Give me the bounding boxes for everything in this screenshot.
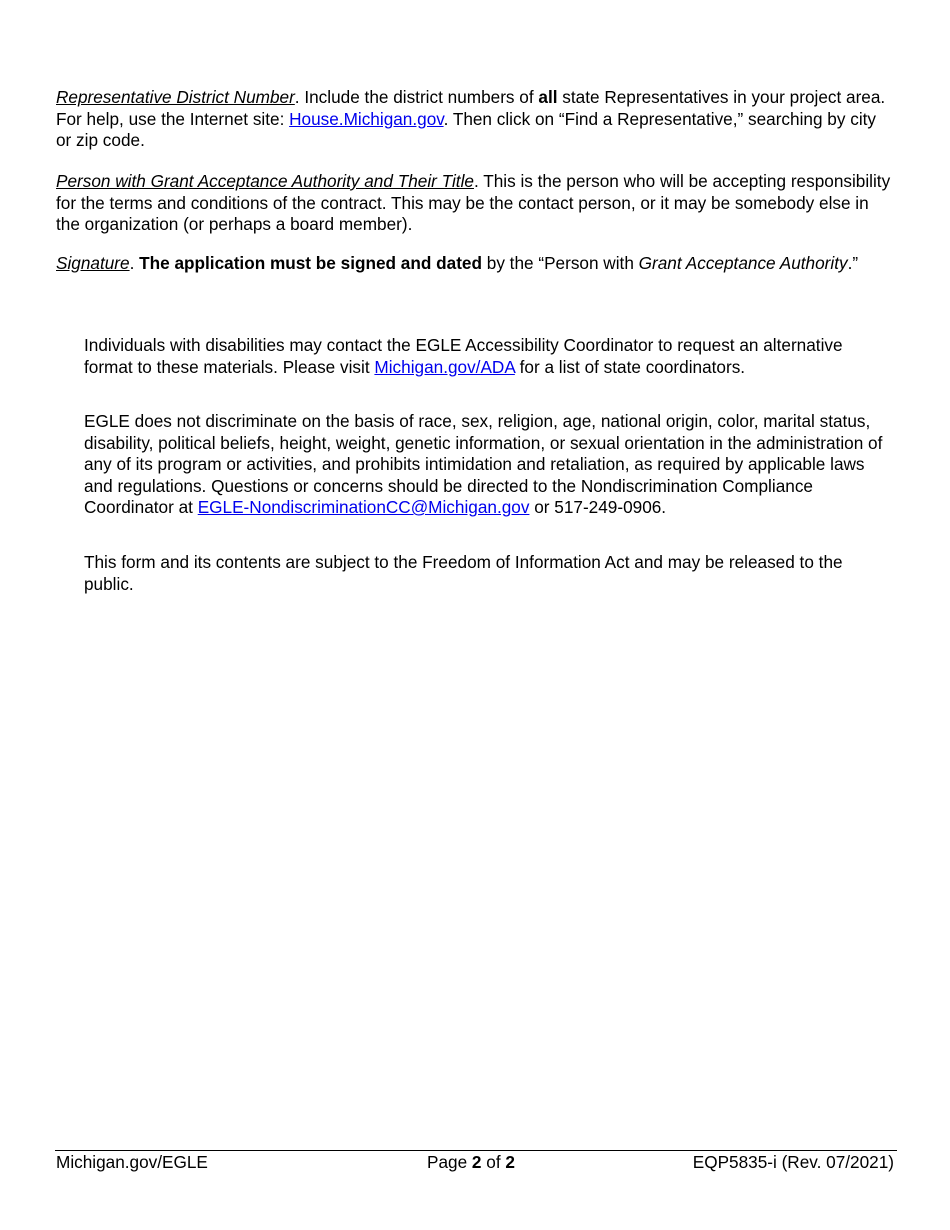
accessibility-notice [84,335,884,378]
nondiscrimination-email-link[interactable]: EGLE-NondiscriminationCC@Michigan.gov [197,497,530,517]
representative-district-heading: Representative District Number [56,87,295,107]
representative-district-text-3: . Then click on “Find a Representative,” searching by city or zip code. [56,108,877,150]
footer-page-number [427,1152,515,1174]
footer-website: Michigan.gov/EGLE [56,1152,208,1172]
footer-form-id: EQP5835-i (Rev. 07/2021) [692,1152,894,1172]
signature-text-2: by the “Person with [481,253,639,273]
representative-district-paragraph [56,87,896,152]
current-page: 2 [471,1152,482,1172]
page-of: of [481,1152,506,1172]
grant-authority-heading: Person with Grant Acceptance Authority and Their Title [56,171,474,191]
grant-acceptance-authority-term: Grant Acceptance Authority [638,253,848,273]
total-pages: 2 [505,1152,515,1172]
representative-district-text-2: state Representatives in your project area. For help, use the Internet site: [56,87,886,129]
foia-notice [84,552,884,595]
grant-authority-text: . This is the person who will be accepting responsibility for the terms and conditions of the contract. This may be the contact person, or it may be somebody else in the organization (or perhaps a board member). [56,171,891,234]
nondiscrimination-text-2: or 517-249-0906. [529,497,667,517]
foia-text: This form and its contents are subject to the Freedom of Information Act and may be released to the public. [84,552,843,594]
accessibility-text-2: for a list of state coordinators. [514,356,746,377]
footer-divider [55,1150,897,1151]
grant-authority-paragraph [56,171,896,236]
page-prefix: Page [427,1152,472,1172]
accessibility-text: Individuals with disabilities may contact the EGLE Accessibility Coordinator to request an alternative format to these materials. Please visit [84,335,843,377]
nondiscrimination-notice [84,411,884,519]
signature-text: . [129,253,140,273]
nondiscrimination-text: EGLE does not discriminate on the basis of race, sex, religion, age, national origin, color, marital status, disability, political beliefs, height, weight, genetic information, or sexual orientation in the administration of any of its program or activities, and prohibits intimidation and retaliation, as required by applicable laws and regulations. Questions or concerns should be directed to the Nondiscrimination Compliance Coordinator at [84,411,883,517]
signature-text-3: .” [847,253,859,273]
signature-heading: Signature [56,253,130,273]
signature-requirement: The application must be signed and dated [139,253,482,273]
all-emphasis: all [538,87,558,107]
representative-district-text: . Include the district numbers of [294,87,539,107]
house-michigan-link[interactable]: House.Michigan.gov [289,108,444,129]
michigan-ada-link[interactable]: Michigan.gov/ADA [374,356,515,377]
signature-paragraph [56,253,896,275]
